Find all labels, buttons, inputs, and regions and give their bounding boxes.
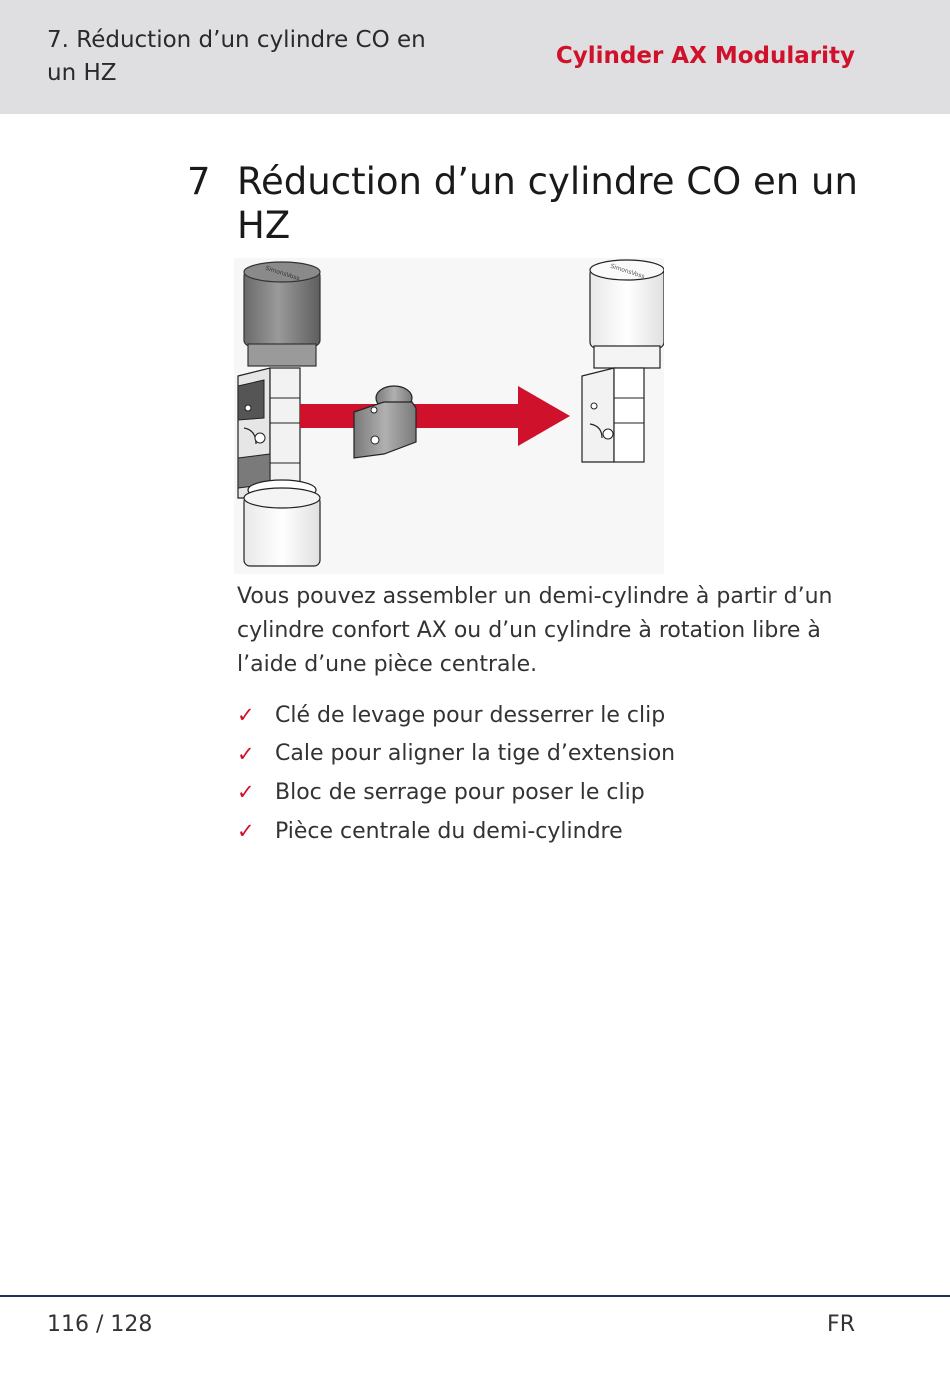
intro-paragraph: Vous pouvez assembler un demi-cylindre à partir d’un cylindre confort AX ou d’un cylindre à rotation libre à l’aide d’une pièce centrale. (237, 584, 833, 677)
list-item (237, 812, 675, 851)
list-item-label: Bloc de serrage pour poser le clip (275, 779, 645, 805)
list-item (237, 696, 675, 735)
checkmark-icon: ✓ (237, 703, 255, 728)
checkmark-icon: ✓ (237, 741, 255, 766)
section-title: Réduction d’un cylindre CO en un HZ (237, 160, 858, 247)
list-item-label: Pièce centrale du demi-cylindre (275, 818, 623, 844)
list-item-label: Clé de levage pour desserrer le clip (275, 702, 666, 728)
list-item (237, 735, 675, 774)
brand-mark: SimonsVoss (264, 264, 301, 283)
page-header (0, 0, 950, 114)
page-number: 116 / 128 (47, 1312, 153, 1337)
tool-checklist (237, 696, 675, 850)
cylinder-reduction-figure (234, 258, 664, 574)
brand-mark: SimonsVoss (609, 262, 646, 281)
header-product-name: Cylinder AX Modularity (555, 43, 855, 69)
checkmark-icon: ✓ (237, 780, 255, 805)
list-item (237, 773, 675, 812)
list-item-label: Cale pour aligner la tige d’extension (275, 741, 676, 767)
language-code: FR (827, 1312, 855, 1337)
section-number: 7 (187, 160, 211, 203)
header-chapter-title: 7. Réduction d’un cylindre CO en un HZ (47, 27, 426, 86)
checkmark-icon: ✓ (237, 819, 255, 844)
footer-divider (0, 1295, 950, 1297)
